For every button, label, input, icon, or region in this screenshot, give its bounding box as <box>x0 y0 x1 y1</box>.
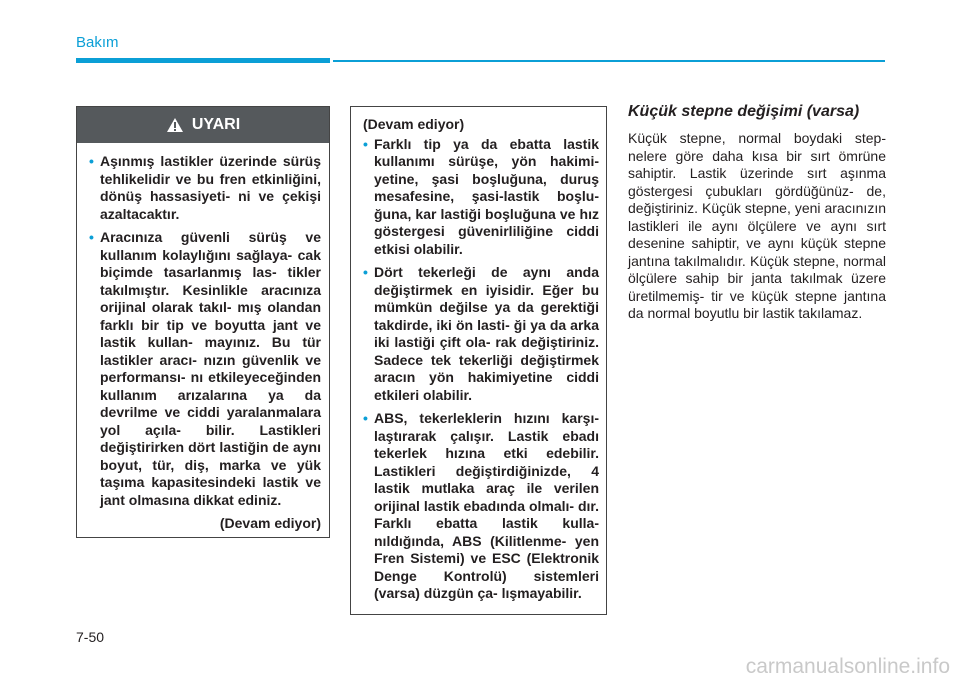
header-rule-thin <box>333 60 885 62</box>
continued-note: (Devam ediyor) <box>219 515 321 531</box>
watermark: carmanualsonline.info <box>745 655 950 678</box>
list-item: • Aracınıza güvenli sürüş ve kullanım kolaylığını sağlaya- cak biçimde tasarlanmış las- tikler takılmıştır. Kesinlikle aracınıza orijinal olarak takıl- mış olandan farklı bir tip ve boyutta jant ve lastik kullan- mayınız. Bu tür lastikler aracı- nızın güvenlik ve performansı- nı etkileyeceğinden kullanım arızalarına ya da devrilme ve ciddi yaralanmalara yol açıla- bilir. Lastikleri değiştirirken dört lastiğin de aynı boyut, tür, diş, marka ve yük taşıma kapasitesindeki lastik ve jant olmasına dikkat ediniz. <box>89 229 321 508</box>
section-heading: Küçük stepne değişimi (varsa) <box>628 103 860 120</box>
bullet-icon: • <box>363 410 368 426</box>
section-title: Bakım <box>76 34 119 51</box>
bullet-icon: • <box>363 135 368 152</box>
bullet-icon: • <box>89 229 94 245</box>
header-rule-thick <box>76 58 330 63</box>
warning-title: UYARI <box>191 116 241 133</box>
list-item: • Dört tekerleği de aynı anda değiştirmek en iyisidir. Eğer bu mümkün değilse ya da gerektiği takdirde, iki ön lasti- ği ya da arka iki lastiği çift ola- rak değiştiriniz. Sadece tek tekerliği değiştirmek aracın yön hakimiyetine ciddi etkileri olabilir. <box>363 264 599 403</box>
list-item: • ABS, tekerleklerin hızını karşı- laştırarak çalışır. Lastik ebadı tekerlek hızına etki edebilir. Lastikleri değiştirdiğinizde, 4 lastik mutlaka araç ile verilen orijinal lastik ebadında olmalı- dır. Farklı ebatta lastik kulla- nıldığında, ABS (Kilitlenme- yen Fren Sistemi) ve ESC (Elektronik Denge Kontrolü) sistemleri (varsa) düzgün ça- lışmayabilir. <box>363 410 599 601</box>
page-number: 7-50 <box>76 629 105 645</box>
list-item: • Aşınmış lastikler üzerinde sürüş tehlikelidir ve bu fren etkinliğini, dönüş hassasiyeti- ni ve çekişi azaltacaktır. <box>89 153 321 222</box>
warning-triangle-icon <box>166 117 184 133</box>
bullet-icon: • <box>363 264 368 280</box>
warning-box <box>76 106 330 538</box>
warning-header <box>77 107 329 143</box>
continued-heading: (Devam ediyor) <box>363 116 465 132</box>
spare-tire-section <box>628 102 886 323</box>
list-item: • Farklı tip ya da ebatta lastik kullanımı sürüşe, yön hakimi- yetine, şasi boşluğuna, duruş mesafesine, şasi-lastik boşlu- ğuna, kar lastiği boşluğuna ve hız göstergesi güvenirliliğine ciddi etkisi olabilir. <box>363 135 599 257</box>
bullet-icon: • <box>89 153 94 169</box>
continued-warning-box <box>350 106 607 615</box>
body-paragraph: Küçük stepne, normal boydaki step- nelere göre daha kısa bir sırt ömrüne sahiptir. Lastik üzerinde sırt aşınma göstergesi çubukları gördüğünüz- de, değiştiriniz. Küçük stepne, yeni aracınızın lastikleri ile aynı ölçülere ve aynı sırt desenine sahiptir, ve aynı küçük stepne jantına takılmalıdır. Küçük stepne, normal ölçülere sahip bir janta takılmak üzere üretilmemiş- tir ve küçük stepne jantına da normal boyutlu bir lastik takılamaz. <box>628 130 886 321</box>
